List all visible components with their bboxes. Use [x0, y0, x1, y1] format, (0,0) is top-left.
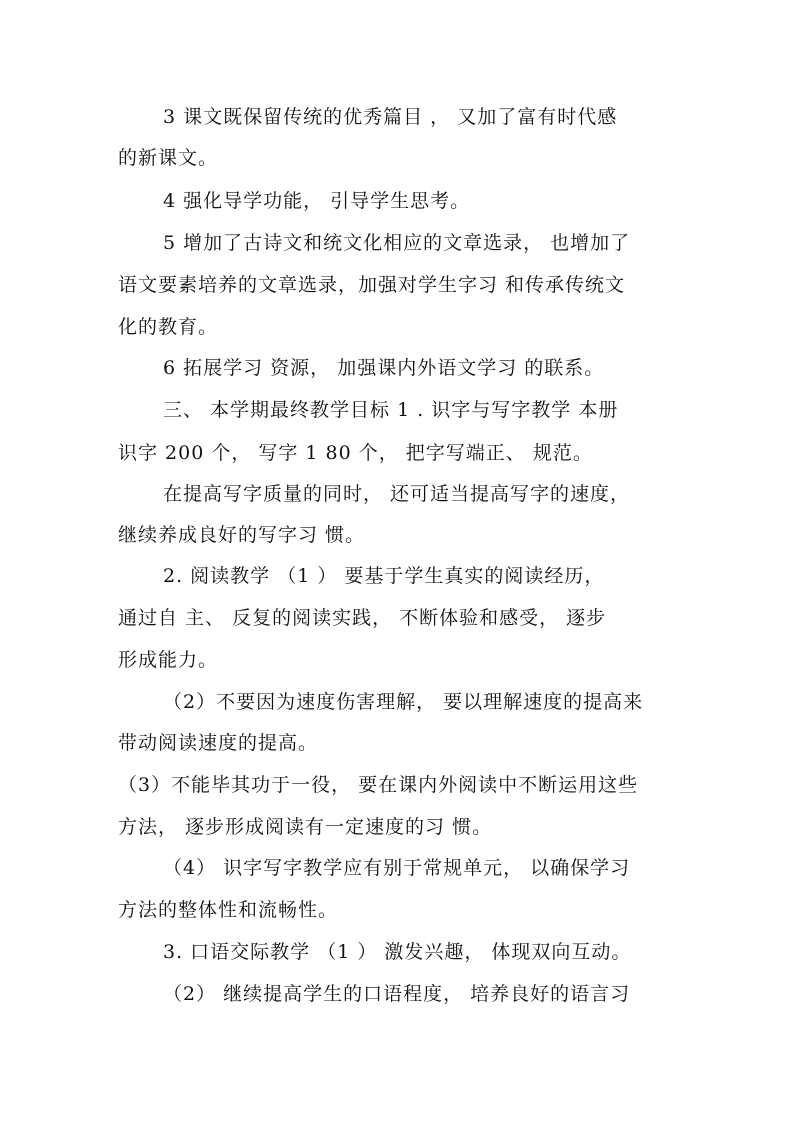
text-line: 形成能力。 — [118, 649, 219, 671]
text-line: （3）不能毕其功于一役， 要在课内外阅读中不断运用这些 — [118, 774, 639, 796]
text-line: （2）不要因为速度伤害理解， 要以理解速度的提高来 — [163, 691, 644, 713]
text-line: 2. 阅读教学 （1 ） 要基于学生真实的阅读经历， — [163, 565, 605, 587]
text-line: 化的教育。 — [118, 316, 219, 338]
text-line: 方法的整体性和流畅性。 — [118, 899, 339, 921]
text-line: （4） 识字写字教学应有别于常规单元， 以确保学习 — [163, 857, 631, 879]
text-line: 方法， 逐步形成阅读有一定速度的习 惯。 — [118, 816, 493, 838]
text-line: 识字 200 个， 写字 1 80 个， 把字写端正、 规范。 — [118, 442, 593, 464]
text-line: 带动阅读速度的提高。 — [118, 732, 319, 754]
text-line: 3. 口语交际教学 （1 ） 激发兴趣， 体现双向互动。 — [163, 941, 632, 963]
text-line: 三、 本学期最终教学目标 1 . 识字与写字教学 本册 — [163, 399, 619, 421]
text-line: （2） 继续提高学生的口语程度， 培养良好的语言习 — [163, 983, 631, 1005]
text-line: 的新课文。 — [118, 147, 219, 169]
text-line: 5 增加了古诗文和统文化相应的文章选录， 也增加了 — [163, 232, 631, 254]
text-line: 6 拓展学习 资源， 加强课内外语文学习 的联系。 — [163, 357, 605, 379]
text-line: 继续养成良好的写字习 惯。 — [118, 524, 366, 546]
text-line: 通过自 主、 反复的阅读实践， 不断体验和感受， 逐步 — [118, 607, 607, 629]
text-line: 4 强化导学功能， 引导学生思考。 — [163, 190, 471, 212]
text-line: 在提高写字质量的同时， 还可适当提高写字的速度， — [163, 483, 631, 505]
text-line: 语文要素培养的文章选录，加强对学生字习 和传承传统文 — [118, 274, 626, 296]
text-line: 3 课文既保留传统的优秀篇目 ， 又加了富有时代感 — [163, 106, 618, 128]
